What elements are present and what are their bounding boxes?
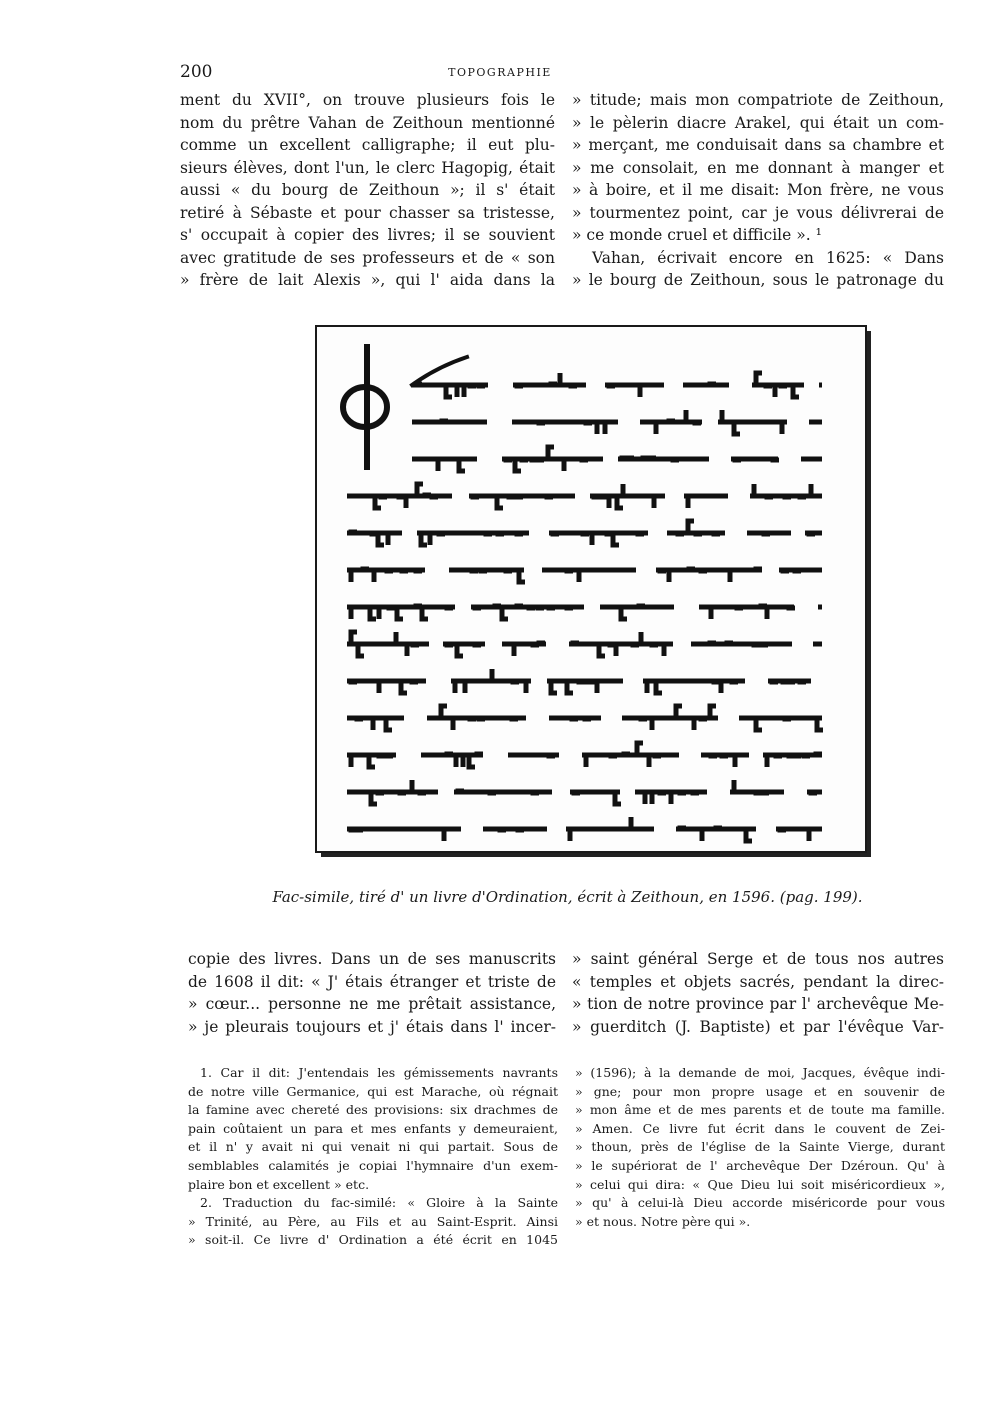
- script-word: [469, 495, 575, 508]
- script-word: [412, 458, 477, 471]
- script-word: [502, 447, 603, 471]
- footnote-line: » et nous. Notre père qui ».: [575, 1213, 751, 1229]
- text-line: » ce monde cruel et difficile ». ¹: [572, 226, 822, 244]
- script-lines: [347, 373, 823, 841]
- script-word: [412, 421, 487, 423]
- footnotes-left: [188, 1064, 558, 1250]
- text-line: » me consolait, en me donnant à manger et: [572, 158, 944, 177]
- footnote-line: semblables calamités je copiai l'hymnaire d'un exem-: [188, 1157, 558, 1173]
- text-line: « temples et objets sacrés, pendant la direc-: [572, 972, 944, 991]
- page-number: 200: [180, 62, 213, 82]
- figure-caption: Fac-simile, tiré d' un livre d'Ordination, écrit à Zeithoun, en 1596. (pag. 199).: [272, 888, 863, 906]
- script-word: [752, 373, 804, 397]
- text-line: ment du XVII°, on trouve plusieurs fois le: [180, 91, 555, 109]
- footnote-line: la famine avec chereté des provisions: six drachmes de: [188, 1102, 558, 1118]
- script-word: [502, 643, 546, 656]
- running-head: TOPOGRAPHIE: [448, 66, 552, 79]
- script-word: [417, 532, 529, 545]
- script-word: [347, 780, 438, 804]
- text-line: » saint général Serge et de tous nos autres: [572, 950, 944, 968]
- script-word: [731, 458, 779, 460]
- text-line: de 1608 il dit: « J' étais étranger et triste de: [188, 972, 556, 991]
- footnote-line: » soit-il. Ce livre d' Ordination a été écrit en 1045: [188, 1232, 558, 1248]
- text-line: » tion de notre province par l' archevêque Me-: [572, 995, 944, 1013]
- script-word: [471, 606, 584, 619]
- script-word: [508, 755, 559, 756]
- script-word: [801, 459, 822, 460]
- script-word: [739, 717, 823, 730]
- script-word: [684, 496, 728, 508]
- footnote-line: » celui qui dira: « Que Dieu lui soit miséricordieux »,: [575, 1176, 945, 1192]
- text-line: nom du prêtre Vahan de Zeithoun mentionné: [180, 113, 555, 132]
- text-column-middle-left: [188, 948, 556, 1038]
- text-column-top-right: [572, 89, 944, 292]
- text-line: » le pèlerin diacre Arakel, qui était un com-: [572, 113, 944, 132]
- script-word: [347, 569, 425, 582]
- script-word: [590, 484, 665, 508]
- script-word: [570, 792, 621, 804]
- script-word: [347, 632, 429, 656]
- script-word: [667, 521, 725, 534]
- script-word: [768, 681, 811, 682]
- text-column-top-left: [180, 89, 555, 292]
- armenian-script-facsimile: [317, 327, 865, 851]
- text-line: » guerditch (J. Baptiste) et par l'évêque Var-: [572, 1017, 944, 1036]
- script-word: [347, 532, 402, 545]
- text-line: » cœur... personne ne me prêtait assistance,: [188, 995, 556, 1013]
- script-word: [763, 754, 822, 767]
- text-column-middle-right: [572, 948, 944, 1038]
- script-word: [549, 533, 648, 545]
- footnote-line: » Trinité, au Père, au Fils et au Saint-Esprit. Ainsi: [188, 1213, 558, 1229]
- footnote-line: » (1596); à la demande de moi, Jacques, évêque indi-: [575, 1065, 945, 1080]
- script-word: [483, 828, 547, 830]
- script-word: [513, 373, 586, 386]
- text-line: aussi « du bourg de Zeithoun »; il s' était: [180, 181, 555, 199]
- script-word: [347, 680, 426, 693]
- script-word: [347, 755, 396, 767]
- text-line: » à boire, et il me disait: Mon frère, ne vous: [572, 181, 944, 199]
- script-word: [582, 743, 679, 767]
- script-word: [427, 706, 526, 730]
- script-word: [347, 484, 452, 508]
- footnote-line: plaire bon et excellent » etc.: [188, 1176, 370, 1192]
- script-word: [776, 829, 822, 841]
- footnote-line: 2. Traduction du fac-similé: « Gloire à la Sainte: [200, 1195, 558, 1211]
- script-word: [807, 792, 822, 793]
- script-word: [347, 606, 455, 619]
- script-word: [512, 421, 618, 434]
- footnote-line: et il n' y avait ni qui venait ni qui partait. Sous de: [188, 1139, 558, 1155]
- script-word: [809, 421, 822, 422]
- text-line: Vahan, écrivait encore en 1625: « Dans: [592, 248, 944, 267]
- script-word: [691, 643, 792, 645]
- script-word: [701, 755, 749, 767]
- script-word: [718, 410, 787, 434]
- text-line: » le bourg de Zeithoun, sous le patronage du: [572, 271, 944, 289]
- script-word: [347, 828, 461, 841]
- script-word: [569, 632, 673, 656]
- initial-letter-flourish: [412, 357, 467, 385]
- text-line: s' occupait à copier des livres; il se souvient: [180, 226, 555, 244]
- script-word: [643, 680, 745, 693]
- script-word: [635, 792, 707, 804]
- script-word: [347, 718, 404, 730]
- script-strokes: [343, 347, 467, 467]
- text-line: » frère de lait Alexis », qui l' aida dans la: [180, 271, 555, 289]
- script-word: [618, 458, 709, 460]
- script-word: [683, 384, 729, 386]
- script-word: [605, 384, 664, 397]
- footnote-line: 1. Car il dit: J'entendais les gémissements navrants: [200, 1065, 558, 1080]
- script-word: [451, 669, 531, 693]
- script-word: [813, 644, 822, 645]
- footnotes-right: [575, 1064, 945, 1231]
- text-line: » titude; mais mon compatriote de Zeithoun,: [572, 91, 944, 109]
- footnote-line: » gne; pour mon propre usage et en souvenir de: [575, 1083, 945, 1099]
- text-line: avec gratitude de ses professeurs et de « son: [180, 248, 555, 267]
- script-word: [449, 570, 525, 582]
- manuscript-facsimile-image: [315, 325, 867, 853]
- text-line: sieurs élèves, dont l'un, le clerc Hagopig, était: [180, 158, 555, 177]
- script-word: [600, 606, 674, 619]
- script-word: [421, 754, 483, 767]
- script-word: [730, 780, 784, 793]
- script-word: [699, 606, 795, 619]
- script-word: [412, 384, 488, 397]
- footnote-line: » le supériorat de l' archevêque Der Dzéroun. Qu' à: [575, 1157, 945, 1173]
- script-word: [747, 533, 791, 534]
- footnote-line: » mon âme et de mes parents et de toute ma famille.: [575, 1102, 945, 1118]
- script-word: [750, 484, 822, 497]
- footnote-line: » qu' à celui-là Dieu accorde miséricorde pour vous: [575, 1195, 945, 1211]
- script-word: [454, 791, 552, 793]
- text-line: retiré à Sébaste et pour chasser sa tristesse,: [180, 203, 555, 222]
- footnote-line: » Amen. Ce livre fut écrit dans le couvent de Zei-: [575, 1120, 945, 1136]
- script-word: [566, 817, 654, 841]
- script-word: [542, 569, 636, 582]
- script-word: [779, 569, 822, 571]
- script-word: [443, 644, 485, 656]
- footnote-line: pain coûtaient un para et mes enfants y demeuraient,: [188, 1120, 558, 1136]
- text-line: comme un excellent calligraphe; il eut plu-: [180, 136, 555, 154]
- text-line: copie des livres. Dans un de ses manuscrits: [188, 950, 556, 968]
- script-word: [676, 828, 756, 841]
- text-line: » tourmentez point, car je vous délivrerai de: [572, 203, 944, 222]
- script-word: [656, 569, 762, 582]
- script-word: [549, 717, 601, 719]
- script-word: [547, 681, 623, 693]
- script-word: [640, 410, 702, 434]
- footnote-line: de notre ville Germanice, qui est Marache, où régnait: [188, 1083, 558, 1099]
- footnote-line: » thoun, près de l'église de la Sainte Vierge, durant: [575, 1139, 945, 1155]
- text-line: » merçant, me conduisait dans sa chambre et: [572, 136, 944, 154]
- text-line: » je pleurais toujours et j' étais dans l' incer-: [188, 1017, 556, 1036]
- script-word: [622, 706, 718, 730]
- script-word: [805, 533, 822, 534]
